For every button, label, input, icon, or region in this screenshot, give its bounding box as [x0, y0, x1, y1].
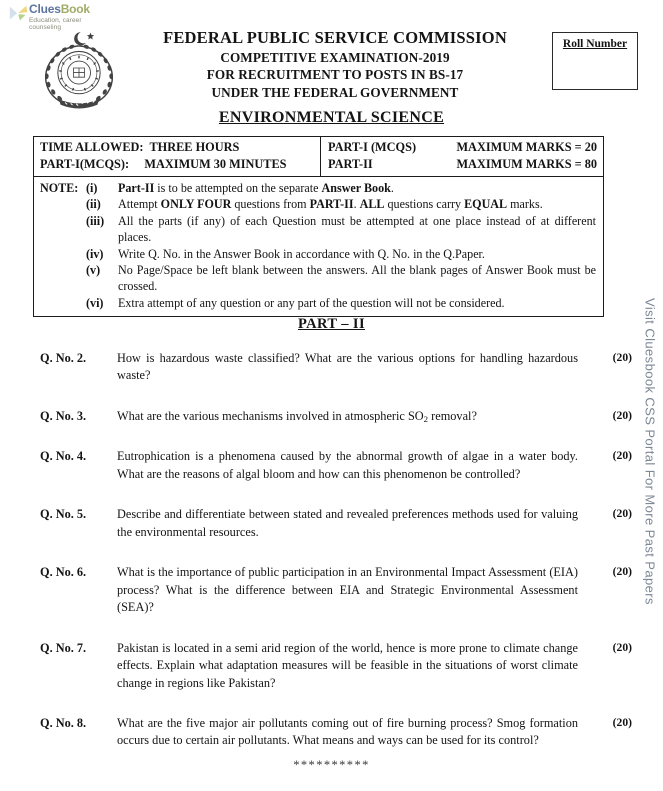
- examination-year: COMPETITIVE EXAMINATION-2019: [220, 49, 450, 65]
- question-text: How is hazardous waste classified? What are the various options for handling hazardous waste?: [117, 351, 578, 383]
- roll-number-label: Roll Number: [562, 38, 628, 50]
- part1-marks: MAXIMUM MARKS = 20: [456, 140, 597, 154]
- subject-title: ENVIRONMENTAL SCIENCE: [218, 109, 445, 126]
- question-text: What are the five major air pollutants coming out of fire burning process? Smog formation occurs due to certain air pollutants. What means and ways can be used for its control?: [117, 715, 578, 748]
- question-row: [40, 408, 632, 426]
- question-number: Q. No. 4.: [40, 449, 87, 464]
- note-item-text: Extra attempt of any question or any part of the question will not be considered.: [118, 295, 505, 310]
- note-item-number: (iii): [86, 214, 105, 229]
- note-item-number: (ii): [86, 197, 101, 212]
- note-lead-label: NOTE:: [40, 180, 79, 195]
- commission-title: FEDERAL PUBLIC SERVICE COMMISSION: [163, 28, 507, 47]
- butterfly-icon: [8, 3, 30, 25]
- marks-row: [34, 137, 603, 177]
- question-text: What is the importance of public participation in an Environmental Impact Assessment (EIA) process? What is the difference between EIA and Strategic Environmental Assessment (SEA)?: [117, 565, 578, 615]
- question-number: Q. No. 2.: [40, 351, 87, 365]
- marks-cell: [321, 137, 603, 176]
- note-item: [40, 196, 596, 212]
- note-item-number: (iv): [86, 246, 104, 261]
- note-lead-spacer: [40, 196, 86, 212]
- note-item: [40, 213, 596, 245]
- note-section: [34, 177, 603, 316]
- question-row: [40, 506, 632, 541]
- question-marks: (20): [612, 449, 632, 463]
- question-marks: (20): [612, 565, 632, 579]
- question-number: Q. No. 6.: [40, 565, 87, 580]
- note-item-text: Attempt ONLY FOUR questions from PART-II. ALL questions carry EQUAL marks.: [118, 197, 543, 212]
- exam-header: [140, 28, 530, 101]
- part1-duration: PART-I(MCQS): MAXIMUM 30 MINUTES: [40, 157, 287, 172]
- part1-marks-row: [328, 139, 603, 156]
- question-text: What are the various mechanisms involved in atmospheric $SO_2$ removal?: [117, 408, 477, 424]
- part1-label: PART-I (MCQS): [328, 140, 417, 154]
- roll-number-box[interactable]: [552, 32, 638, 90]
- question-row: [40, 715, 632, 750]
- logo-word-book: Book: [60, 2, 90, 16]
- government-line: UNDER THE FEDERAL GOVERNMENT: [211, 84, 459, 100]
- logo-word-clues: Clues: [29, 2, 61, 16]
- side-watermark-text: Visit Cluesbook CSS Portal For More Past Papers: [642, 298, 658, 605]
- question-number: Q. No. 3.: [40, 408, 87, 423]
- note-lead-spacer: [40, 262, 86, 294]
- note-lead-spacer: [40, 246, 86, 262]
- note-item-text: Part-II is to be attempted on the separate Answer Book.: [118, 180, 394, 195]
- note-item-text: No Page/Space be left blank between the answers. All the blank pages of Answer Book must be crossed.: [118, 263, 596, 294]
- note-lead-spacer: [40, 213, 86, 245]
- question-text: Pakistan is located in a semi arid region of the world, hence is more prone to climate change effects. Explain what adaptation measures will be feasible in the situations of worst climate change in regions like Pakistan?: [117, 640, 578, 690]
- question-marks: (20): [612, 408, 632, 422]
- question-marks: (20): [612, 351, 632, 364]
- part-two-label: PART – II: [297, 316, 365, 332]
- question-row: [40, 448, 632, 483]
- question-row: [40, 564, 632, 616]
- logo-tagline: Education, career counseling: [29, 17, 82, 31]
- question-number: Q. No. 5.: [40, 507, 87, 522]
- note-item: [40, 246, 596, 262]
- note-item: [40, 180, 596, 196]
- note-item: [40, 262, 596, 294]
- note-lead-spacer: [40, 295, 86, 311]
- question-text: Describe and differentiate between stated and revealed preferences methods used for valuing the environmental resources.: [117, 507, 578, 539]
- part2-marks: MAXIMUM MARKS = 80: [456, 157, 597, 172]
- side-watermark: [639, 298, 661, 668]
- question-row: [40, 640, 632, 692]
- recruitment-line: FOR RECRUITMENT TO POSTS IN BS-17: [206, 67, 464, 83]
- exam-info-table: [33, 136, 604, 317]
- note-item-number: (v): [86, 263, 101, 278]
- part2-marks-row: [328, 156, 603, 173]
- footer-separator: **********: [293, 758, 370, 772]
- timing-cell: [34, 137, 321, 176]
- note-item-text: Write Q. No. in the Answer Book in accordance with Q. No. in the Q.Paper.: [118, 246, 485, 261]
- time-allowed: TIME ALLOWED: THREE HOURS: [40, 140, 240, 154]
- note-item-text: All the parts (if any) of each Question must be attempted at one place instead of at different places.: [118, 214, 596, 245]
- question-marks: (20): [612, 507, 632, 521]
- note-item-number: (i): [86, 180, 98, 195]
- note-item-number: (vi): [86, 295, 104, 310]
- question-number: Q. No. 7.: [40, 640, 87, 655]
- question-marks: (20): [612, 640, 632, 654]
- fpsc-emblem-icon: [33, 22, 125, 114]
- question-text: Eutrophication is a phenomena caused by the abnormal growth of algae in a water body. What are the reasons of algal bloom and how can this phenomenon be controlled?: [117, 449, 578, 481]
- questions-list: [40, 350, 632, 773]
- question-marks: (20): [612, 715, 632, 729]
- part2-label: PART-II: [328, 157, 373, 172]
- question-row: [40, 350, 632, 385]
- page-title: [0, 109, 663, 127]
- question-number: Q. No. 8.: [40, 715, 87, 730]
- note-item: [40, 295, 596, 311]
- part-two-heading: [0, 315, 663, 333]
